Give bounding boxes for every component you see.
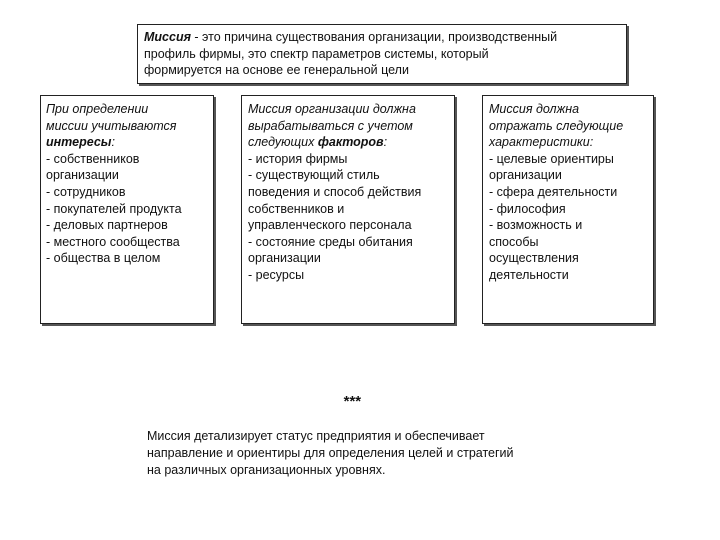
section-separator: *** [343, 393, 361, 410]
list-item: - покупателей продукта [46, 201, 182, 216]
list-item: - ресурсы [248, 267, 305, 282]
factors-heading-line-2: вырабатываться с учетом [248, 118, 413, 133]
list-item: поведения и способ действия [248, 184, 422, 199]
factors-colon: : [383, 135, 388, 150]
factors-keyword: факторов [317, 135, 384, 150]
list-item: - состояние среды обитания [248, 234, 413, 249]
list-item: - целевые ориентиры [489, 151, 614, 166]
mission-definition-box [137, 24, 627, 84]
mission-term: Миссия [144, 30, 191, 44]
interests-keyword: интересы [46, 135, 112, 150]
list-item: организации [248, 251, 321, 266]
factors-heading-line-1: Миссия организации должна [248, 102, 416, 116]
list-item: организации [489, 168, 562, 183]
list-item: - местного сообщества [46, 234, 180, 249]
list-item: организации [46, 168, 119, 183]
interests-box [40, 95, 214, 324]
list-item: - общества в целом [46, 251, 161, 266]
characteristics-box [482, 95, 654, 324]
list-item: - философия [489, 201, 566, 216]
factors-heading-line-3 [248, 134, 448, 151]
interests-heading-line-3 [46, 134, 208, 151]
summary-line-1: Миссия детализирует статус предприятия и обеспечивает [147, 429, 485, 443]
list-item: - сфера деятельности [489, 184, 618, 199]
mission-definition-line-2: профиль фирмы, это спектр параметров системы, который [144, 46, 489, 61]
summary-line-3: на различных организационных уровнях. [147, 463, 386, 477]
interests-heading-line-1: При определении [46, 102, 149, 116]
list-item: способы [489, 234, 539, 249]
mission-definition-line-1 [144, 29, 620, 46]
list-item: - сотрудников [46, 184, 126, 199]
mission-definition-line-3: формируется на основе ее генеральной цели [144, 63, 409, 78]
list-item: деятельности [489, 267, 569, 282]
list-item: - существующий стиль [248, 168, 380, 183]
factors-box [241, 95, 455, 324]
factors-heading-prefix: следующих [248, 135, 318, 150]
characteristics-heading-line-3: характеристики: [489, 135, 594, 150]
list-item: - возможность и [489, 218, 583, 233]
list-item: - история фирмы [248, 151, 348, 166]
list-item: - деловых партнеров [46, 218, 168, 233]
interests-heading-line-2: миссии учитываются [46, 118, 177, 133]
summary-paragraph [147, 428, 587, 479]
list-item: собственников и [248, 201, 345, 216]
summary-line-2: направление и ориентиры для определения целей и стратегий [147, 446, 514, 460]
interests-colon: : [111, 135, 115, 150]
list-item: осуществления [489, 251, 579, 266]
characteristics-heading-line-2: отражать следующие [489, 118, 624, 133]
characteristics-heading-line-1: Миссия должна [489, 102, 580, 116]
list-item: - собственников [46, 151, 140, 166]
mission-definition-text: - это причина существования организации, производственный [190, 30, 558, 44]
list-item: управленческого персонала [248, 218, 412, 233]
